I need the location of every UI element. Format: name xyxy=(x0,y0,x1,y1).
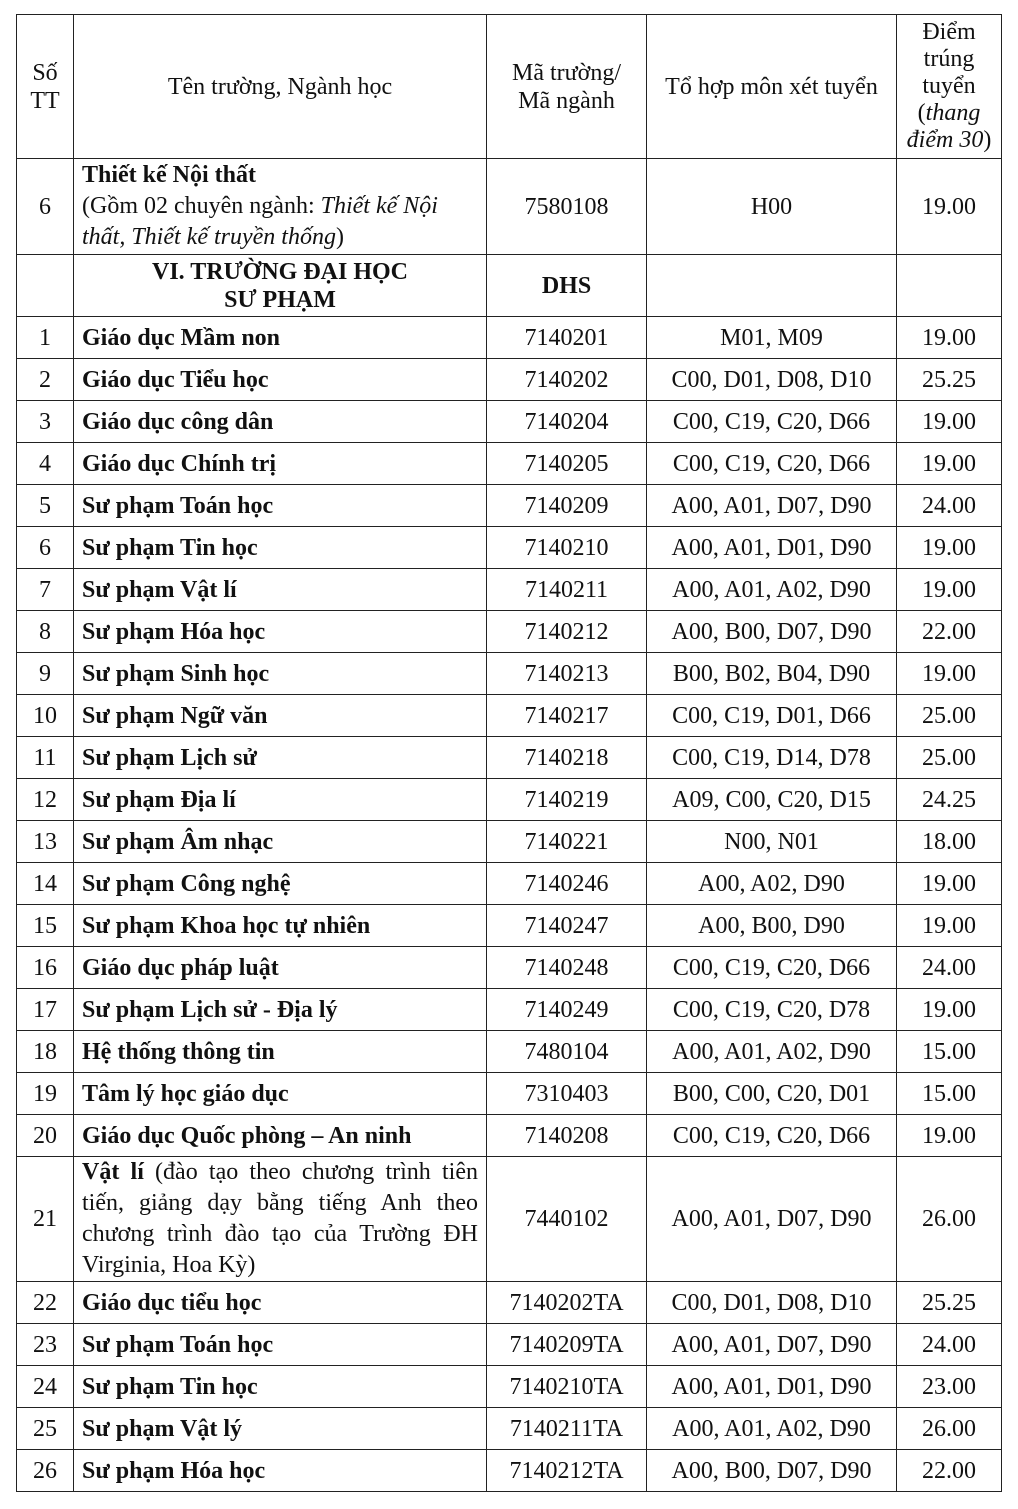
row-subjects: A00, A01, D07, D90 xyxy=(647,485,897,527)
row-stt: 3 xyxy=(17,401,74,443)
row-code: 7140246 xyxy=(487,863,647,905)
row-stt: 22 xyxy=(17,1282,74,1324)
table-row xyxy=(17,821,1002,863)
row-code: 7440102 xyxy=(487,1157,647,1282)
row-subjects: C00, D01, D08, D10 xyxy=(647,359,897,401)
row-score: 18.00 xyxy=(897,821,1002,863)
table-row xyxy=(17,905,1002,947)
row-subjects: C00, C19, C20, D66 xyxy=(647,443,897,485)
row-code: 7140209 xyxy=(487,485,647,527)
row-score: 19.00 xyxy=(897,317,1002,359)
row-subjects: C00, C19, D01, D66 xyxy=(647,695,897,737)
row-name: Sư phạm Toán học xyxy=(74,1324,487,1366)
row-subjects: A00, A01, D07, D90 xyxy=(647,1157,897,1282)
row-score: 19.00 xyxy=(897,569,1002,611)
table-row xyxy=(17,653,1002,695)
row-name: Vật lí (đào tạo theo chương trình tiên tiến, giảng dạy bằng tiếng Anh theo chương trình đào tạo của Trường ĐH Virginia, Hoa Kỳ) xyxy=(74,1157,487,1282)
row-stt: 23 xyxy=(17,1324,74,1366)
row-subjects: A00, A01, D01, D90 xyxy=(647,1366,897,1408)
row-name: Sư phạm Lịch sử xyxy=(74,737,487,779)
table-row xyxy=(17,1366,1002,1408)
row-score: 19.00 xyxy=(897,989,1002,1031)
row-name: Giáo dục Chính trị xyxy=(74,443,487,485)
table-row xyxy=(17,359,1002,401)
table-row xyxy=(17,443,1002,485)
row-score: 15.00 xyxy=(897,1031,1002,1073)
row-subjects: A00, B00, D07, D90 xyxy=(647,1450,897,1492)
row-name: Sư phạm Ngữ văn xyxy=(74,695,487,737)
row-code: 7480104 xyxy=(487,1031,647,1073)
table-row xyxy=(17,317,1002,359)
row-name: Giáo dục tiểu học xyxy=(74,1282,487,1324)
row-subjects: B00, C00, C20, D01 xyxy=(647,1073,897,1115)
row-stt: 4 xyxy=(17,443,74,485)
row-stt: 12 xyxy=(17,779,74,821)
table-row xyxy=(17,1408,1002,1450)
row-score: 19.00 xyxy=(897,905,1002,947)
row-score: 24.00 xyxy=(897,485,1002,527)
row-code: 7140212 xyxy=(487,611,647,653)
row-name: Sư phạm Hóa học xyxy=(74,611,487,653)
table-row xyxy=(17,401,1002,443)
table-row xyxy=(17,1450,1002,1492)
row-name: Sư phạm Sinh học xyxy=(74,653,487,695)
section-title: VI. TRƯỜNG ĐẠI HỌC SƯ PHẠM xyxy=(74,255,487,317)
row-subjects: A00, A02, D90 xyxy=(647,863,897,905)
row-name: Sư phạm Tin học xyxy=(74,1366,487,1408)
row-stt: 19 xyxy=(17,1073,74,1115)
row-stt: 15 xyxy=(17,905,74,947)
row-name: Sư phạm Lịch sử - Địa lý xyxy=(74,989,487,1031)
row-name: Tâm lý học giáo dục xyxy=(74,1073,487,1115)
row-subjects: A00, B00, D07, D90 xyxy=(647,611,897,653)
row-subjects: C00, C19, C20, D66 xyxy=(647,401,897,443)
row-code: 7140210TA xyxy=(487,1366,647,1408)
row-code: 7310403 xyxy=(487,1073,647,1115)
row-subjects: A00, A01, A02, D90 xyxy=(647,1408,897,1450)
row-subjects: C00, C19, C20, D66 xyxy=(647,947,897,989)
row-code: 7140219 xyxy=(487,779,647,821)
row-code: 7140248 xyxy=(487,947,647,989)
row-score: 19.00 xyxy=(897,443,1002,485)
row-code: 7140218 xyxy=(487,737,647,779)
row-subjects: M01, M09 xyxy=(647,317,897,359)
table-row xyxy=(17,989,1002,1031)
row-subjects: A09, C00, C20, D15 xyxy=(647,779,897,821)
table-row xyxy=(17,863,1002,905)
table-row xyxy=(17,1073,1002,1115)
row-code: 7140217 xyxy=(487,695,647,737)
row-subjects: H00 xyxy=(647,159,897,255)
row-subjects: C00, C19, C20, D78 xyxy=(647,989,897,1031)
row-stt: 24 xyxy=(17,1366,74,1408)
row-name: Hệ thống thông tin xyxy=(74,1031,487,1073)
row-stt: 16 xyxy=(17,947,74,989)
row-subjects: C00, C19, C20, D66 xyxy=(647,1115,897,1157)
row-code: 7140208 xyxy=(487,1115,647,1157)
row-score: 22.00 xyxy=(897,1450,1002,1492)
row-code: 7580108 xyxy=(487,159,647,255)
row-code: 7140212TA xyxy=(487,1450,647,1492)
table-row xyxy=(17,527,1002,569)
row-score: 25.25 xyxy=(897,359,1002,401)
row-name: Thiết kế Nội thất (Gồm 02 chuyên ngành: Thiết kế Nội thất, Thiết kế truyền thống) xyxy=(74,159,487,255)
header-stt: Số TT xyxy=(17,15,74,159)
row-score: 25.25 xyxy=(897,1282,1002,1324)
row-code: 7140209TA xyxy=(487,1324,647,1366)
header-code: Mã trường/ Mã ngành xyxy=(487,15,647,159)
table-row xyxy=(17,695,1002,737)
row-stt: 5 xyxy=(17,485,74,527)
header-row xyxy=(17,15,1002,159)
section-score-empty xyxy=(897,255,1002,317)
admission-score-table-page xyxy=(16,14,1002,1492)
row-code: 7140213 xyxy=(487,653,647,695)
row-name: Sư phạm Âm nhạc xyxy=(74,821,487,863)
row-name: Sư phạm Vật lí xyxy=(74,569,487,611)
table-row xyxy=(17,1324,1002,1366)
row-score: 19.00 xyxy=(897,401,1002,443)
admission-score-table xyxy=(16,14,1002,1492)
row-stt: 7 xyxy=(17,569,74,611)
row-subjects: A00, A01, D01, D90 xyxy=(647,527,897,569)
row-score: 19.00 xyxy=(897,159,1002,255)
row-stt: 21 xyxy=(17,1157,74,1282)
row-name: Sư phạm Công nghệ xyxy=(74,863,487,905)
row-stt: 26 xyxy=(17,1450,74,1492)
row-score: 19.00 xyxy=(897,863,1002,905)
section-stt-empty xyxy=(17,255,74,317)
row-subjects: N00, N01 xyxy=(647,821,897,863)
row-stt: 13 xyxy=(17,821,74,863)
row-stt: 20 xyxy=(17,1115,74,1157)
row-score: 24.00 xyxy=(897,1324,1002,1366)
row-subjects: A00, A01, D07, D90 xyxy=(647,1324,897,1366)
row-stt: 2 xyxy=(17,359,74,401)
table-row xyxy=(17,1031,1002,1073)
table-row xyxy=(17,1115,1002,1157)
header-subjects: Tổ hợp môn xét tuyển xyxy=(647,15,897,159)
row-code: 7140204 xyxy=(487,401,647,443)
row-subjects: A00, A01, A02, D90 xyxy=(647,569,897,611)
row-stt: 9 xyxy=(17,653,74,695)
section-subjects-empty xyxy=(647,255,897,317)
table-row xyxy=(17,611,1002,653)
row-stt: 10 xyxy=(17,695,74,737)
row-name: Sư phạm Khoa học tự nhiên xyxy=(74,905,487,947)
row-subjects: B00, B02, B04, D90 xyxy=(647,653,897,695)
table-row xyxy=(17,485,1002,527)
table-row xyxy=(17,779,1002,821)
table-row xyxy=(17,947,1002,989)
row-score: 19.00 xyxy=(897,1115,1002,1157)
header-score: Điểm trúng tuyển (thang điểm 30) xyxy=(897,15,1002,159)
row-subjects: A00, B00, D90 xyxy=(647,905,897,947)
row-score: 23.00 xyxy=(897,1366,1002,1408)
row-score: 24.25 xyxy=(897,779,1002,821)
row-code: 7140211TA xyxy=(487,1408,647,1450)
header-name: Tên trường, Ngành học xyxy=(74,15,487,159)
row-stt: 14 xyxy=(17,863,74,905)
row-name: Giáo dục Tiểu học xyxy=(74,359,487,401)
row-subjects: C00, C19, D14, D78 xyxy=(647,737,897,779)
row-code: 7140202TA xyxy=(487,1282,647,1324)
row-name: Sư phạm Toán học xyxy=(74,485,487,527)
row-code: 7140210 xyxy=(487,527,647,569)
row-stt: 11 xyxy=(17,737,74,779)
row-stt: 25 xyxy=(17,1408,74,1450)
row-name: Sư phạm Địa lí xyxy=(74,779,487,821)
row-name: Giáo dục Quốc phòng – An ninh xyxy=(74,1115,487,1157)
row-name: Sư phạm Vật lý xyxy=(74,1408,487,1450)
row-stt: 1 xyxy=(17,317,74,359)
row-code: 7140249 xyxy=(487,989,647,1031)
row-subjects: C00, D01, D08, D10 xyxy=(647,1282,897,1324)
table-row xyxy=(17,1282,1002,1324)
row-score: 25.00 xyxy=(897,737,1002,779)
row-score: 26.00 xyxy=(897,1157,1002,1282)
row-stt: 17 xyxy=(17,989,74,1031)
row-score: 19.00 xyxy=(897,527,1002,569)
row-stt: 8 xyxy=(17,611,74,653)
row-name: Giáo dục pháp luật xyxy=(74,947,487,989)
row-code: 7140201 xyxy=(487,317,647,359)
table-row xyxy=(17,569,1002,611)
row-score: 24.00 xyxy=(897,947,1002,989)
table-row xyxy=(17,159,1002,255)
row-subjects: A00, A01, A02, D90 xyxy=(647,1031,897,1073)
row-code: 7140221 xyxy=(487,821,647,863)
row-score: 26.00 xyxy=(897,1408,1002,1450)
section-row xyxy=(17,255,1002,317)
row-name: Sư phạm Tin học xyxy=(74,527,487,569)
row-code: 7140211 xyxy=(487,569,647,611)
row-stt: 6 xyxy=(17,527,74,569)
row-name: Giáo dục Mầm non xyxy=(74,317,487,359)
row-code: 7140247 xyxy=(487,905,647,947)
section-code: DHS xyxy=(487,255,647,317)
row-score: 22.00 xyxy=(897,611,1002,653)
row-score: 15.00 xyxy=(897,1073,1002,1115)
row-name: Sư phạm Hóa học xyxy=(74,1450,487,1492)
row-score: 19.00 xyxy=(897,653,1002,695)
row-score: 25.00 xyxy=(897,695,1002,737)
table-row xyxy=(17,737,1002,779)
table-row xyxy=(17,1157,1002,1282)
row-stt: 18 xyxy=(17,1031,74,1073)
row-stt: 6 xyxy=(17,159,74,255)
row-name: Giáo dục công dân xyxy=(74,401,487,443)
row-code: 7140202 xyxy=(487,359,647,401)
row-code: 7140205 xyxy=(487,443,647,485)
